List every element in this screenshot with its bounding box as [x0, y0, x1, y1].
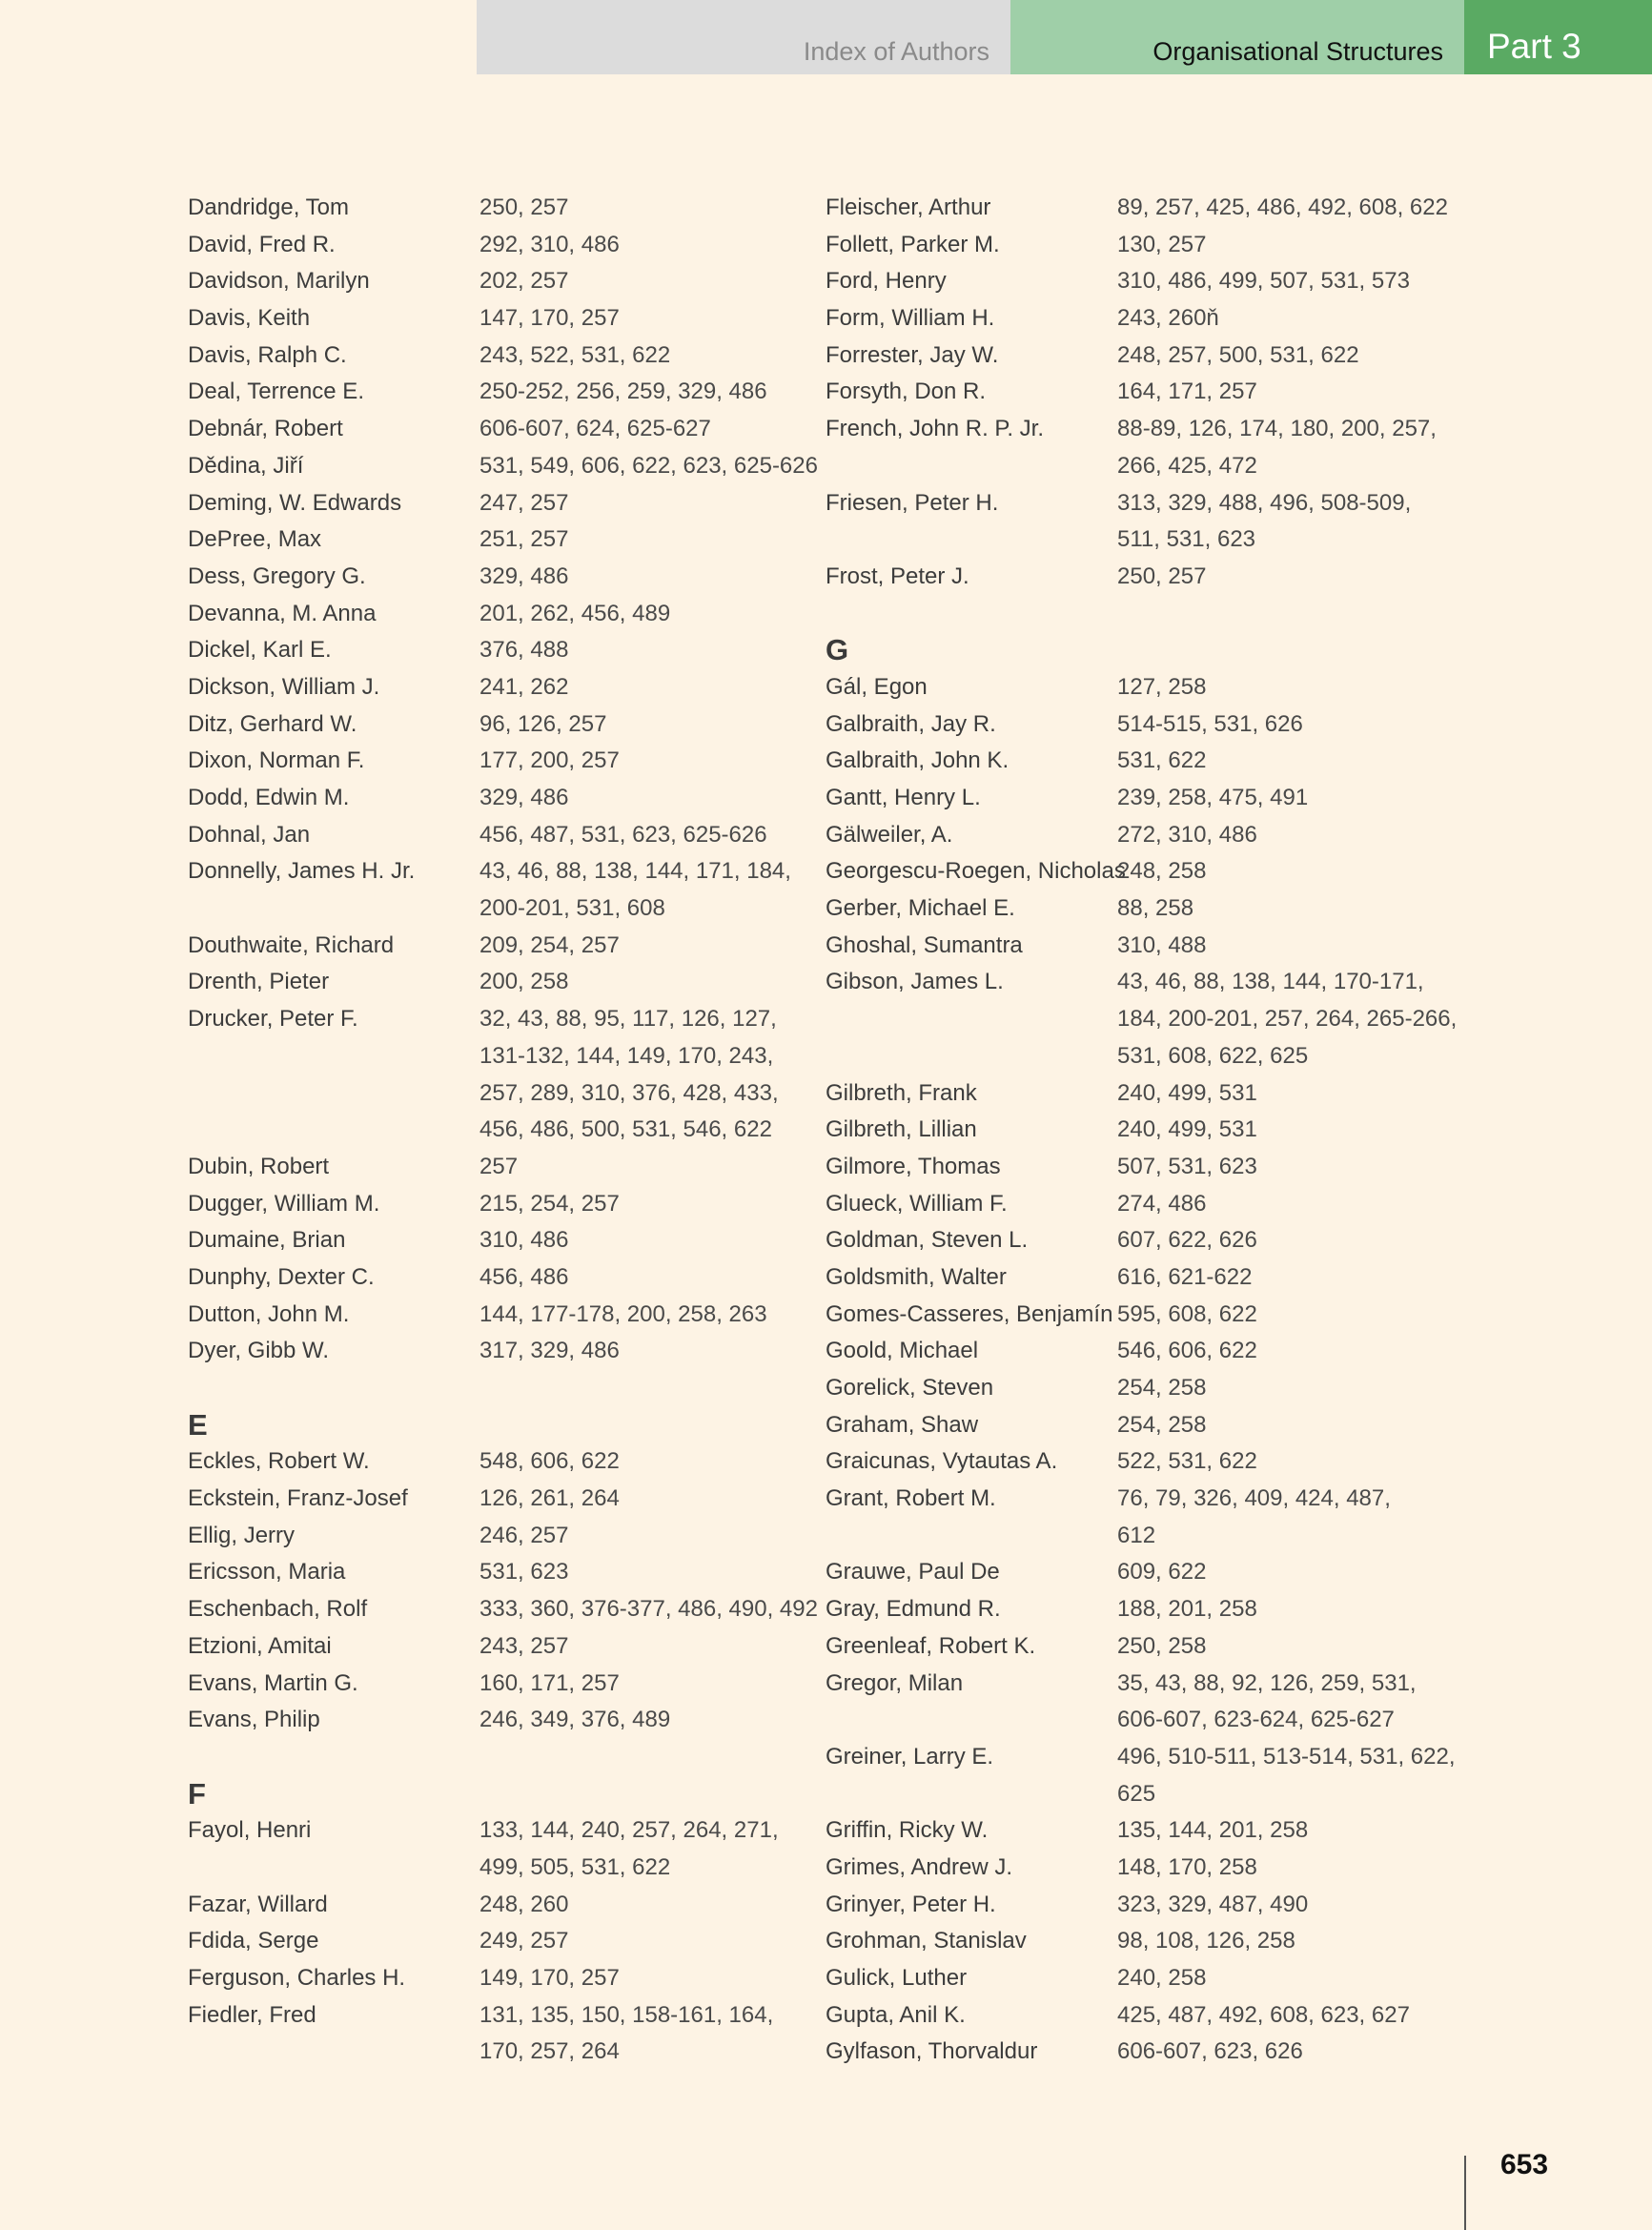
page-references: 323, 329, 487, 490 [1117, 1891, 1309, 1917]
page-references: 202, 257 [479, 268, 569, 295]
page-references: 184, 200-201, 257, 264, 265-266, [1117, 1006, 1458, 1033]
author-name: Dixon, Norman F. [188, 747, 365, 774]
page-references: 248, 258 [1117, 858, 1207, 885]
page-references: 131, 135, 150, 158-161, 164, [479, 2001, 774, 2028]
page-references: 456, 486 [479, 1263, 569, 1290]
page-references: 606-607, 624, 625-627 [479, 416, 711, 442]
author-name: Gilmore, Thomas [826, 1153, 1001, 1179]
page-references: 133, 144, 240, 257, 264, 271, [479, 1817, 779, 1844]
author-name: Greenleaf, Robert K. [826, 1632, 1036, 1659]
author-name: Dess, Gregory G. [188, 563, 366, 589]
author-name: Dickel, Karl E. [188, 637, 332, 664]
page-references: 240, 499, 531 [1117, 1116, 1257, 1143]
author-name: Gál, Egon [826, 673, 928, 700]
page-references: 43, 46, 88, 138, 144, 170-171, [1117, 969, 1424, 995]
page-references: 130, 257 [1117, 231, 1207, 257]
author-name: Evans, Philip [188, 1707, 320, 1733]
page-references: 177, 200, 257 [479, 747, 620, 774]
page-references: 144, 177-178, 200, 258, 263 [479, 1300, 767, 1327]
page-references: 147, 170, 257 [479, 305, 620, 332]
author-name: Gregor, Milan [826, 1669, 964, 1696]
page-references: 254, 258 [1117, 1375, 1207, 1401]
author-name: Dodd, Edwin M. [188, 785, 350, 810]
author-name: Ford, Henry [826, 268, 947, 295]
author-name: Dyer, Gibb W. [188, 1338, 330, 1364]
author-name: Davis, Ralph C. [188, 341, 347, 368]
header-part-tab [1464, 0, 1652, 74]
page-references: 257 [479, 1153, 519, 1179]
page-references: 35, 43, 88, 92, 126, 259, 531, [1117, 1669, 1417, 1696]
page-references: 96, 126, 257 [479, 710, 607, 737]
page-references: 310, 486 [479, 1227, 569, 1254]
page-references: 625 [1117, 1780, 1156, 1807]
author-name: Follett, Parker M. [826, 231, 1000, 257]
page-references: 595, 608, 622 [1117, 1300, 1257, 1327]
page-references: 606-607, 623-624, 625-627 [1117, 1707, 1395, 1733]
header-part-label: Part 3 [1487, 27, 1581, 66]
page-references: 499, 505, 531, 622 [479, 1853, 671, 1880]
page-references: 88-89, 126, 174, 180, 200, 257, [1117, 416, 1437, 442]
page-references: 548, 606, 622 [479, 1448, 620, 1475]
author-name: Form, William H. [826, 305, 995, 332]
author-name: Forrester, Jay W. [826, 341, 999, 368]
author-name: Fayol, Henri [188, 1817, 312, 1844]
page-references: 250, 257 [479, 194, 569, 220]
page-references: 376, 488 [479, 637, 569, 664]
header-index-label: Index of Authors [803, 37, 989, 66]
page-references: 246, 349, 376, 489 [479, 1707, 671, 1733]
page-references: 425, 487, 492, 608, 623, 627 [1117, 2001, 1410, 2028]
author-name: Frost, Peter J. [826, 563, 969, 589]
author-name: Ellig, Jerry [188, 1522, 296, 1548]
author-name: Eckstein, Franz-Josef [188, 1485, 408, 1512]
page-references: 135, 144, 201, 258 [1117, 1817, 1309, 1844]
author-name: Gilbreth, Lillian [826, 1116, 977, 1143]
page-references: 200-201, 531, 608 [479, 895, 665, 922]
author-name: Griffin, Ricky W. [826, 1817, 989, 1844]
page-references: 514-515, 531, 626 [1117, 710, 1303, 737]
author-name: Gomes-Casseres, Benjamín [826, 1300, 1113, 1327]
author-name: Graicunas, Vytautas A. [826, 1448, 1058, 1475]
page-references: 247, 257 [479, 489, 569, 516]
author-name: Gerber, Michael E. [826, 895, 1015, 922]
page-references: 240, 258 [1117, 1965, 1207, 1991]
author-name: Goldman, Steven L. [826, 1227, 1029, 1254]
author-name: Gray, Edmund R. [826, 1596, 1001, 1623]
page-references: 243, 260ň [1117, 305, 1219, 332]
page-references: 272, 310, 486 [1117, 821, 1257, 848]
page-references: 131-132, 144, 149, 170, 243, [479, 1042, 774, 1069]
page-references: 607, 622, 626 [1117, 1227, 1257, 1254]
page-references: 456, 486, 500, 531, 546, 622 [479, 1116, 772, 1143]
page-references: 496, 510-511, 513-514, 531, 622, [1117, 1743, 1456, 1770]
author-name: Dohnal, Jan [188, 821, 311, 848]
page-references: 201, 262, 456, 489 [479, 600, 671, 626]
page-references: 456, 487, 531, 623, 625-626 [479, 821, 767, 848]
author-name: Gorelick, Steven [826, 1375, 994, 1401]
author-name: Deming, W. Edwards [188, 489, 402, 516]
page-references: 522, 531, 622 [1117, 1448, 1257, 1475]
page-references: 257, 289, 310, 376, 428, 433, [479, 1079, 779, 1106]
page-references: 250-252, 256, 259, 329, 486 [479, 378, 767, 405]
page-references: 313, 329, 488, 496, 508-509, [1117, 489, 1412, 516]
page-references: 32, 43, 88, 95, 117, 126, 127, [479, 1006, 777, 1033]
page-references: 546, 606, 622 [1117, 1338, 1257, 1364]
footer-divider [1464, 2156, 1466, 2230]
author-name: Davis, Keith [188, 305, 311, 332]
page-references: 531, 608, 622, 625 [1117, 1042, 1309, 1069]
page-references: 248, 260 [479, 1891, 569, 1917]
page-references: 149, 170, 257 [479, 1965, 620, 1991]
author-name: Devanna, M. Anna [188, 600, 377, 626]
page-references: 188, 201, 258 [1117, 1596, 1257, 1623]
page-references: 612 [1117, 1522, 1156, 1548]
author-name: Friesen, Peter H. [826, 489, 999, 516]
page-references: 200, 258 [479, 969, 569, 995]
page-number: 653 [1500, 2149, 1549, 2180]
page-references: 241, 262 [479, 673, 569, 700]
author-name: Fdida, Serge [188, 1928, 319, 1954]
letter-heading-label: F [188, 1776, 206, 1811]
author-name: French, John R. P. Jr. [826, 416, 1044, 442]
page-references: 329, 486 [479, 563, 569, 589]
page-references: 616, 621-622 [1117, 1263, 1253, 1290]
page-references: 215, 254, 257 [479, 1190, 620, 1217]
page-references: 243, 522, 531, 622 [479, 341, 671, 368]
author-name: Drucker, Peter F. [188, 1006, 358, 1033]
author-name: Gupta, Anil K. [826, 2001, 966, 2028]
page-references: 317, 329, 486 [479, 1338, 620, 1364]
author-name: Gibson, James L. [826, 969, 1004, 995]
page-references: 292, 310, 486 [479, 231, 620, 257]
author-name: Debnár, Robert [188, 416, 343, 442]
page-references: 329, 486 [479, 785, 569, 810]
page-references: 266, 425, 472 [1117, 452, 1257, 479]
page-references: 511, 531, 623 [1117, 526, 1256, 553]
page-references: 248, 257, 500, 531, 622 [1117, 341, 1359, 368]
page-references: 246, 257 [479, 1522, 569, 1548]
author-name: Ericsson, Maria [188, 1559, 346, 1586]
page-references: 160, 171, 257 [479, 1669, 620, 1696]
author-name: Dubin, Robert [188, 1153, 330, 1179]
page-references: 249, 257 [479, 1928, 569, 1954]
author-name: Ghoshal, Sumantra [826, 931, 1023, 958]
page-references: 240, 499, 531 [1117, 1079, 1257, 1106]
author-name: Grohman, Stanislav [826, 1928, 1027, 1954]
header-index-tab [477, 0, 1010, 74]
author-name: Donnelly, James H. Jr. [188, 858, 416, 885]
author-name: Galbraith, Jay R. [826, 710, 996, 737]
page-references: 250, 257 [1117, 563, 1207, 589]
author-name: Ferguson, Charles H. [188, 1965, 406, 1991]
author-name: Evans, Martin G. [188, 1669, 358, 1696]
page-references: 333, 360, 376-377, 486, 490, 492 [479, 1596, 818, 1623]
page-references: 310, 488 [1117, 931, 1207, 958]
page-references: 251, 257 [479, 526, 569, 553]
letter-heading-label: E [188, 1407, 208, 1442]
page-references: 250, 258 [1117, 1632, 1207, 1659]
author-name: Fazar, Willard [188, 1891, 328, 1917]
author-name: Etzioni, Amitai [188, 1632, 332, 1659]
page-references: 531, 623 [479, 1559, 569, 1586]
author-name: Greiner, Larry E. [826, 1743, 994, 1770]
page-references: 127, 258 [1117, 673, 1207, 700]
author-name: Glueck, William F. [826, 1190, 1008, 1217]
author-name: Fiedler, Fred [188, 2001, 316, 2028]
page-header [0, 0, 1652, 74]
letter-heading-label: G [826, 633, 849, 667]
author-name: DePree, Max [188, 526, 322, 553]
author-name: Grant, Robert M. [826, 1485, 996, 1512]
author-name: Forsyth, Don R. [826, 378, 987, 405]
author-name: Davidson, Marilyn [188, 268, 370, 295]
author-name: Dutton, John M. [188, 1300, 350, 1327]
page-references: 274, 486 [1117, 1190, 1207, 1217]
author-name: Gantt, Henry L. [826, 785, 981, 810]
page-references: 43, 46, 88, 138, 144, 171, 184, [479, 858, 791, 885]
page-references: 164, 171, 257 [1117, 378, 1257, 405]
author-name: Gilbreth, Frank [826, 1079, 977, 1106]
author-name: Grinyer, Peter H. [826, 1891, 996, 1917]
author-name: Drenth, Pieter [188, 969, 330, 995]
author-name: Georgescu-Roegen, Nicholas [826, 858, 1126, 885]
page-references: 243, 257 [479, 1632, 569, 1659]
author-name: Dandridge, Tom [188, 194, 349, 220]
author-name: David, Fred R. [188, 231, 336, 257]
author-name: Goold, Michael [826, 1338, 979, 1364]
author-name: Dumaine, Brian [188, 1227, 346, 1254]
author-name: Dugger, William M. [188, 1190, 380, 1217]
page-references: 507, 531, 623 [1117, 1153, 1257, 1179]
author-name: Eschenbach, Rolf [188, 1596, 368, 1623]
author-name: Grimes, Andrew J. [826, 1853, 1013, 1880]
author-name: Goldsmith, Walter [826, 1263, 1007, 1290]
author-name: Grauwe, Paul De [826, 1559, 1000, 1586]
page-references: 531, 622 [1117, 747, 1207, 774]
page-references: 89, 257, 425, 486, 492, 608, 622 [1117, 194, 1448, 220]
author-name: Eckles, Robert W. [188, 1448, 370, 1475]
page-references: 148, 170, 258 [1117, 1853, 1257, 1880]
author-name: Galbraith, John K. [826, 747, 1010, 774]
author-name: Dunphy, Dexter C. [188, 1263, 375, 1290]
author-name: Deal, Terrence E. [188, 378, 364, 405]
author-name: Ditz, Gerhard W. [188, 710, 357, 737]
page-references: 76, 79, 326, 409, 424, 487, [1117, 1485, 1391, 1512]
page-references: 254, 258 [1117, 1411, 1207, 1438]
author-name: Dickson, William J. [188, 673, 380, 700]
header-section-label: Organisational Structures [1152, 37, 1443, 66]
author-name: Fleischer, Arthur [826, 194, 991, 220]
page-references: 239, 258, 475, 491 [1117, 785, 1309, 810]
page-references: 126, 261, 264 [479, 1485, 620, 1512]
page-references: 98, 108, 126, 258 [1117, 1928, 1295, 1954]
page-references: 531, 549, 606, 622, 623, 625-626 [479, 452, 818, 479]
author-name: Gulick, Luther [826, 1965, 968, 1991]
author-name: Dědina, Jiří [188, 452, 304, 479]
author-name: Graham, Shaw [826, 1411, 979, 1438]
page-references: 209, 254, 257 [479, 931, 620, 958]
author-name: Gylfason, Thorvaldur [826, 2038, 1038, 2065]
page-references: 310, 486, 499, 507, 531, 573 [1117, 268, 1410, 295]
page-references: 88, 258 [1117, 895, 1194, 922]
author-name: Douthwaite, Richard [188, 931, 395, 958]
page-references: 170, 257, 264 [479, 2038, 620, 2065]
header-section-tab [1010, 0, 1464, 74]
page-references: 606-607, 623, 626 [1117, 2038, 1303, 2065]
author-name: Gälweiler, A. [826, 821, 953, 848]
page-references: 609, 622 [1117, 1559, 1207, 1586]
